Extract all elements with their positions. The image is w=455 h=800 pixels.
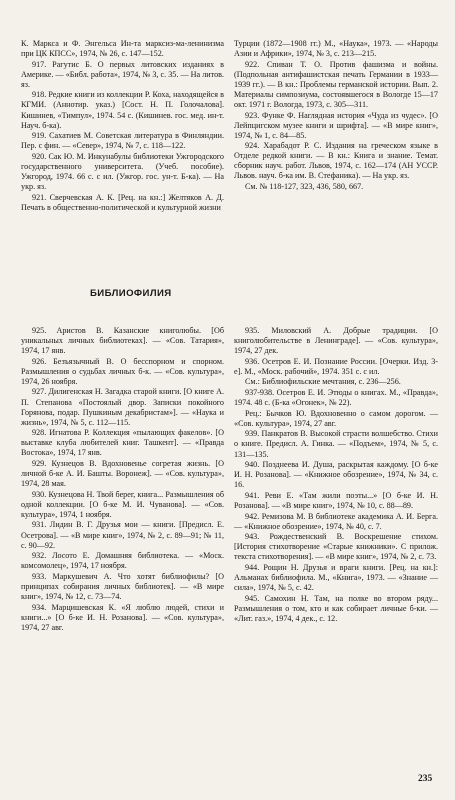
entry-935: 935. Миловский А. Добрые традиции. [О книголюбительстве в Ленинграде]. — «Сов. культура», 1974, 27 дек. (234, 326, 438, 356)
bottom-left-column (21, 326, 224, 633)
top-right-column (234, 39, 438, 193)
entry-942: 942. Ремизова М. В библиотеке академика А. И. Берга. — «Книжное обозрение», 1974, № 40, с. 7. (234, 511, 438, 531)
entry-943: 943. Рождественский В. Воскрешение стихом. [История стихотворение «Старые книжники». С прилож. текста стихотворения]. — «В мире книг», 1974, № 2, с. 73. (234, 532, 438, 562)
entry-932: 932. Лосото Е. Домашняя библиотека. — «Моск. комсомолец», 1974, 17 ноября. (21, 551, 224, 571)
entry-928: 928. Игнатова Р. Коллекция «пылающих факелов». [О выставке клуба любителей книг. Ташкент]. — «Правда Востока», 1974, 17 янв. (21, 428, 224, 458)
entry-919: 919. Сахатиев М. Советская литература в Финляндии. Пер. с фин. — «Север», 1974, № 7, с. 118—122. (21, 131, 224, 151)
entry-937-938: 937-938. Осетров Е. И. Этюды о книгах. М., «Правда», 1974. 48 с. (Б-ка «Огонек», № 22). (234, 388, 438, 408)
entry-925: 925. Аристов В. Казанские книголюбы. [Об уникальных личных библиотеках]. — «Сов. Татария», 1974, 17 янв. (21, 326, 224, 356)
entry-934: 934. Марцишевская К. «Я люблю людей, стихи и книги...» [О б-ке И. Н. Розанова]. — «Сов. культура», 1974, 27 авг. (21, 602, 224, 632)
entry-922: 922. Спиван Т. О. Против фашизма и войны. (Подпольная антифашистская печать Германии в 1933—1939 гг.). — В кн.: Проблемы германской истории. Вып. 2. Материалы симпозиума, состоявшегося в Вологде 15—17 окт. 1971 г. Вологда, 1973, с. 305—311. (234, 59, 438, 109)
entry-940: 940. Позднеева И. Душа, раскрытая каждому. [О б-ке И. Н. Розанова]. — «Книжное обозрение», 1974, № 34, с. 16. (234, 460, 438, 490)
see-also-reference: См. № 118-127, 323, 436, 580, 667. (245, 182, 364, 192)
entry-930: 930. Кузнецова Н. Твой берег, книга... Размышления об одной коллекции. [О б-ке М. И. Чуванова]. — «Сов. культура», 1974, 1 ноября. (21, 489, 224, 519)
entry-continuation: К. Маркса и Ф. Энгельса Ин-та марксиз-ма-ленинизма при ЦК КПСС», 1974, № 26, с. 147—152. (21, 39, 224, 59)
entry-936: 936. Осетров Е. И. Познание России. [Очерки. Изд. 3-е]. М., «Моск. рабочий», 1974. 351 с. с ил. (234, 356, 438, 376)
entry-931: 931. Лидин В. Г. Друзья мои — книги. [Предисл. Е. Осетрова]. — «В мире книг», 1974, № 2, с. 89—91; № 11, с. 90—92. (21, 520, 224, 550)
entry-929: 929. Кузнецов В. Вдохновенье согретая жизнь. [О личной б-ке А. И. Башты. Воронеж]. — «Сов. культура», 1974, 28 мая. (21, 458, 224, 489)
entry-921: 921. Сверчевская А. К. [Рец. на кн.:] Желтяков А. Д. Печать в общественно-политической и культурной жизни (21, 192, 224, 212)
page-number: 235 (418, 774, 433, 784)
entry-936-see: См.: Библиофильские мечтания, с. 236—256. (245, 377, 401, 387)
entry-921-continuation: Турции (1872—1908 гг.) М., «Наука», 1973. — «Народы Азии и Африки», 1974, № 3, с. 213—215. (234, 39, 438, 59)
entry-944: 944. Рощин Н. Друзья и враги книги. [Рец. на кн.]: Альманах библиофила. М., «Книга», 1973. — «Знание — сила», 1974, № 5, с. 42. (234, 563, 438, 593)
bottom-right-column (234, 326, 438, 624)
entry-937-938-review: Рец.: Бычков Ю. Вдохновенно о самом дорогом. — «Сов. культура», 1974, 27 авг. (234, 408, 438, 428)
entry-920: 920. Сак Ю. М. Инкунабулы библиотеки Ужгородского государственного университета. (Учеб. пособие). Ужгород, 1974. 66 с. с ил. (Ужгор. гос. ун-т. Б-ка). — На укр. яз. (21, 151, 224, 192)
entry-918: 918. Редкие книги из коллекции Р. Коха, находящейся в КГМИ. (Аннотир. указ.) [Сост. Н. П. Голочалова]. Кишинев, «Тимпул», 1974. 54 с. (Кишинев. гос. мед. ин-т. Науч. б-ка). (21, 90, 224, 130)
entry-933: 933. Маркушевич А. Что хотят библиофилы? [О принципах собирания личных библиотек]. — «В мире книг», 1974, № 12, с. 73—74. (21, 571, 224, 601)
section-heading: БИБЛИОФИЛИЯ (90, 288, 172, 299)
entry-941: 941. Реви Е. «Там жили поэты...» [О б-ке И. Н. Розанова]. — «В мире книг», 1974, № 10, с. 88—89. (234, 490, 438, 510)
entry-923: 923. Функе Ф. Наглядная история «Чуда из чудес». [О Лейпцигском музее книги и шрифта]. — «В мире книг», 1974, № 1, с. 84—85. (234, 110, 438, 140)
entry-939: 939. Панкратов В. Высокой страсти волшебство. Стихи о книге. Предисл. А. Гинка. — «Подъем», 1974, № 5, с. 131—135. (234, 429, 438, 459)
top-left-column (21, 39, 224, 213)
entry-917: 917. Рагутис Б. О первых литовских изданиях в Америке. — «Библ. работа», 1974, № 3, с. 35. — На литов. яз. (21, 59, 224, 89)
entry-945: 945. Самохин Н. Там, на полке во втором ряду... Размышления о том, кто и как собирает личные б-ки. — «Лит. газ.», 1974, 4 дек., с. 12. (234, 593, 438, 623)
entry-926: 926. Безъязычный В. О бесспорном и спорном. Размышления о судьбах личных б-к. — «Сов. культура», 1974, 26 ноября. (21, 356, 224, 386)
entry-924: 924. Харабадот Р. С. Издания на греческом языке в Отделе редкой книги. — В кн.: Книга и знание. Темат. сборник науч. работ. Львов, 1974, с. 162—174 (АН УССР. Львов. науч. б-ка им. В. Стефаника). — На укр. яз. (234, 141, 438, 181)
entry-927: 927. Дилигенская Н. Загадка старой книги. [О книге А. П. Степанова «Постоялый двор. Записки покойного Горянова, подар. Пушкиным декабристам»]. — «Наука и жизнь», 1974, № 5, с. 112—115. (21, 387, 224, 427)
